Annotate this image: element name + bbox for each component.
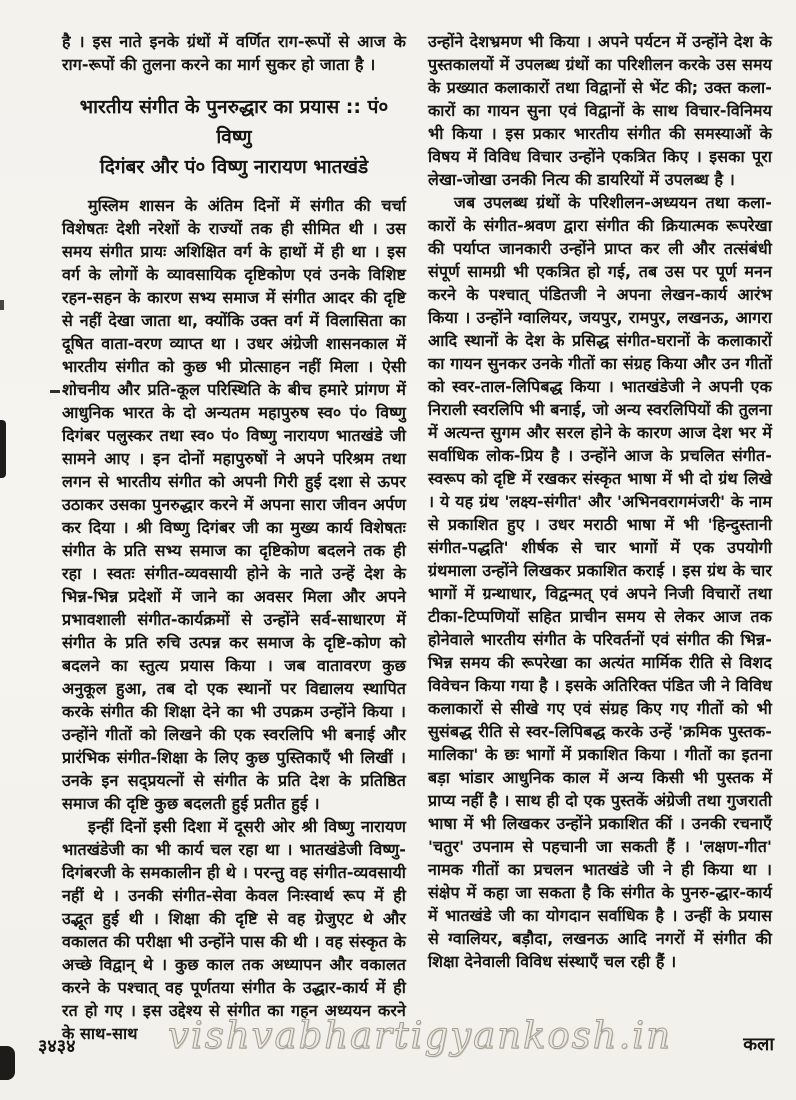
right-column bbox=[428, 30, 772, 1045]
page-footer bbox=[0, 1012, 796, 1082]
body-paragraph: इन्हीं दिनों इसी दिशा में दूसरी ओर श्री विष्णु नारायण भातखंडेजी का भी कार्य चल रहा था । भातखंडेजी विष्णु-दिगंबरजी के समकालीन ही थे । परन्तु वह संगीत-व्यवसायी नहीं थे । उनकी संगीत-सेवा केवल निःस्वार्थ रूप में ही उद्भूत हुई थी । शिक्षा की दृष्टि से वह ग्रेजुएट थे और वकालत की परीक्षा भी उन्होंने पास की थी । वह संस्कृत के अच्छे विद्वान् थे । कुछ काल तक अध्यापन और वकालत करने के पश्चात् वह पूर्णतया संगीत के उद्धार-कार्य में ही रत हो गए । इस उद्देश्य से संगीत का गहन अध्ययन करने के साथ-साथ bbox=[62, 817, 406, 1043]
two-column-text-area bbox=[62, 30, 772, 1045]
scan-artifact bbox=[0, 1046, 15, 1080]
heading-line-1: भारतीय संगीत के पुनरुद्धार का प्रयास :: पं० विष्णु bbox=[79, 96, 389, 148]
scan-artifact bbox=[0, 420, 6, 478]
scan-artifact bbox=[50, 390, 60, 393]
body-paragraph: उन्होंने देशभ्रमण भी किया । अपने पर्यटन में उन्होंने देश के पुस्तकालयों में उपलब्ध ग्रंथों का परिशीलन करके उस समय के प्रख्यात कलाकारों तथा विद्वानों से भेंट की; उक्त कला-कारों का गायन सुना एवं विद्वानों के साथ विचार-विनिमय भी किया । इस प्रकार भारतीय संगीत की समस्याओं के विषय में विविध विचार उन्होंने एकत्रित किए । इसका पूरा लेखा-जोखा उनकी नित्य की डायरियों में उपलब्ध है । bbox=[428, 32, 772, 189]
body-paragraph: जब उपलब्ध ग्रंथों के परिशीलन-अध्ययन तथा कला-कारों के संगीत-श्रवण द्वारा संगीत की क्रियात्मक रूपरेखा की पर्याप्त जानकारी उन्होंने प्राप्त कर ली और तत्संबंधी संपूर्ण सामग्री भी एकत्रित हो गई, तब उस पर पूर्ण मनन करने के पश्चात् पंडितजी ने अपना लेखन-कार्य आरंभ किया । उन्होंने ग्वालियर, जयपुर, रामपुर, लखनऊ, आगरा आदि स्थानों के देश के प्रसिद्ध संगीत-घरानों के कलाकारों का गायन सुनकर उनके गीतों का संग्रह किया और उन गीतों को स्वर-ताल-लिपिबद्ध किया । भातखंडेजी ने अपनी एक निराली स्वरलिपि भी बनाई, जो अन्य स्वरलिपियों की तुलना में अत्यन्त सुगम और सरल होने के कारण आज देश भर में सर्वाधिक लोक-प्रिय है । उन्होंने आज के प्रचलित संगीत-स्वरूप को दृष्टि में रखकर संस्कृत भाषा में भी दो ग्रंथ लिखे । ये यह ग्रंथ 'लक्ष्य-संगीत' और 'अभिनवरागमंजरी' के नाम से प्रकाशित हुए । उधर मराठी भाषा में भी 'हिन्दुस्तानी संगीत-पद्धति' शीर्षक से चार भागों में एक उपयोगी ग्रंथमाला उन्होंने लिखकर प्रकाशित कराई । इस ग्रंथ के चार भागों में ग्रन्थाधार, विद्वन्मत् एवं अपने निजी विचारों तथा टीका-टिप्पणियों सहित प्राचीन समय से लेकर आज तक होनेवाले भारतीय संगीत के परिवर्तनों एवं संगीत की भिन्न-भिन्न समय की रूपरेखा का अत्यंत मार्मिक रीति से विशद विवेचन किया गया है । इसके अतिरिक्त पंडित जी ने विविध कलाकारों से सीखे गए एवं संग्रह किए गए गीतों को भी सुसंबद्ध रीति से स्वर-लिपिबद्ध करके उन्हें 'क्रमिक पुस्तक-मालिका' के छः भागों में प्रकाशित किया । गीतों का इतना बड़ा भांडार आधुनिक काल में अन्य किसी भी पुस्तक में प्राप्य नहीं है । साथ ही दो एक पुस्तकें अंग्रेजी तथा गुजराती भाषा में भी लिखकर उन्होंने प्रकाशित कीं । उनकी रचनाएँ 'चतुर' उपनाम से पहचानी जा सकती हैं । 'लक्षण-गीत' नामक गीतों का प्रचलन भातखंडे जी ने ही किया था । संक्षेप में कहा जा सकता है कि संगीत के पुनरु-द्धार-कार्य में भातखंडे जी का योगदान सर्वाधिक है । उन्हीं के प्रयास से ग्वालियर, बड़ौदा, लखनऊ आदि नगरों में संगीत की शिक्षा देनेवाली विविध संस्थाएँ चल रही हैं । bbox=[428, 193, 772, 971]
scan-artifact bbox=[0, 300, 4, 310]
continuation-paragraph: है । इस नाते इनके ग्रंथों में वर्णित राग-रूपों से आज के राग-रूपों की तुलना करने का मार्ग सुकर हो जाता है । bbox=[62, 32, 406, 74]
left-column bbox=[62, 30, 406, 1045]
section-label: कला bbox=[743, 1034, 774, 1055]
heading-line-2: दिगंबर और पं० विष्णु नारायण भातखंडे bbox=[99, 156, 369, 178]
watermark-text: vishvabhartigyankosh.in bbox=[168, 1014, 672, 1057]
article-heading bbox=[68, 92, 400, 182]
page-number: ३४३४ bbox=[38, 1036, 76, 1057]
body-paragraph: मुस्लिम शासन के अंतिम दिनों में संगीत की चर्चा विशेषतः देशी नरेशों के राज्यों तक ही सीमित थी । उस समय संगीत प्रायः अशिक्षित वर्ग के हाथों में ही था । इस वर्ग के लोगों के व्यावसायिक दृष्टिकोण एवं उनके विशिष्ट रहन-सहन के कारण सभ्य समाज में संगीत आदर की दृष्टि से नहीं देखा जाता था, क्योंकि उक्त वर्ग में विलासिता का दूषित वाता-वरण व्याप्त था । उधर अंग्रेजी शासनकाल में भारतीय संगीत को कुछ भी प्रोत्साहन नहीं मिला । ऐसी शोचनीय और प्रति-कूल परिस्थिति के बीच हमारे प्रांगण में आधुनिक भारत के दो अन्यतम महापुरुष स्व० पं० विष्णु दिगंबर पलुस्कर तथा स्व० पं० विष्णु नारायण भातखंडे जी सामने आए । इन दोनों महापुरुषों ने अपने परिश्रम तथा लगन से भारतीय संगीत को अपनी गिरी हुई दशा से ऊपर उठाकर उसका पुनरुद्धार करने में अपना सारा जीवन अर्पण कर दिया । श्री विष्णु दिगंबर जी का मुख्य कार्य विशेषतः संगीत के प्रति सभ्य समाज का दृष्टिकोण बदलने तक ही रहा । स्वतः संगीत-व्यवसायी होने के नाते उन्हें देश के भिन्न-भिन्न प्रदेशों में जाने का अवसर मिला और अपने प्रभावशाली संगीत-कार्यक्रमों से उन्होंने सर्व-साधारण में संगीत के प्रति रुचि उत्पन्न कर समाज के दृष्टि-कोण को बदलने का स्तुत्य प्रयास किया । जब वातावरण कुछ अनुकूल हुआ, तब दो एक स्थानों पर विद्यालय स्थापित करके संगीत की शिक्षा देने का भी उपक्रम उन्होंने किया । उन्होंने गीतों को लिखने की एक स्वरलिपि भी बनाई और प्रारंभिक संगीत-शिक्षा के लिए कुछ पुस्तिकाएँ भी लिखीं । उनके इन सद्प्रयत्नों से संगीत के प्रति देश के प्रतिष्ठित समाज की दृष्टि कुछ बदलती हुई प्रतीत हुई । bbox=[62, 196, 406, 813]
